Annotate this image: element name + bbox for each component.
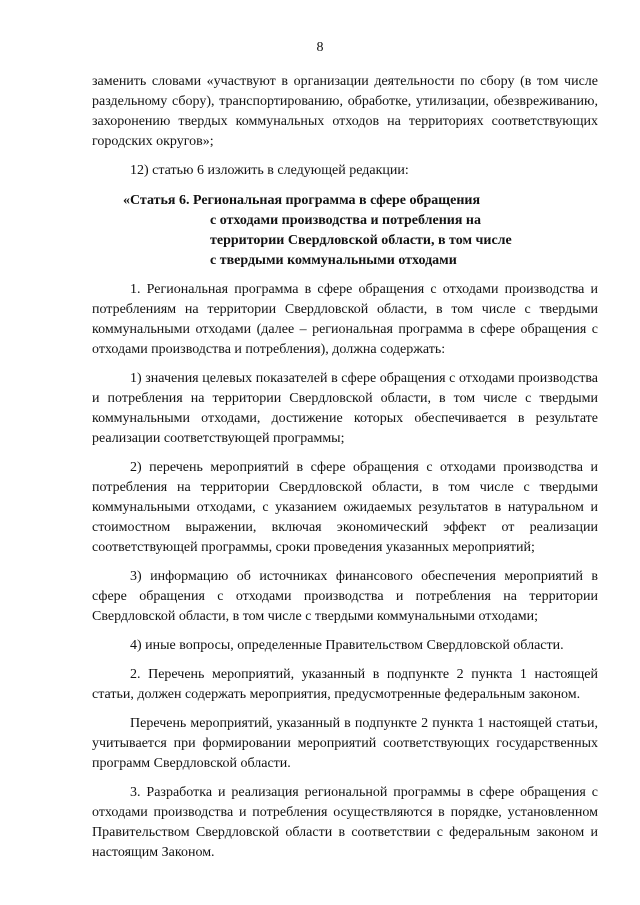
article-heading-line-4: с твердыми коммунальными отходами [210,253,457,268]
article-paragraph: 1. Региональная программа в сфере обращения с отходами производства и потреблениям на территории Свердловской области, в том числе с твердыми коммунальными отходами (далее – региональная программа в сфере обращения с отходами производства и потребления), должна содержать: [92,282,598,357]
article-paragraph: 2. Перечень мероприятий, указанный в подпункте 2 пункта 1 настоящей статьи, должен содержать мероприятия, предусмотренные федеральным законом. [92,667,598,702]
item-12-paragraph: 12) статью 6 изложить в следующей редакции: [130,163,409,178]
article-heading-line-1: «Статья 6. Региональная программа в сфере обращения [123,193,481,208]
article-heading-line-2: с отходами производства и потребления на [210,213,481,228]
article-heading [92,191,598,271]
article-paragraph: 2) перечень мероприятий в сфере обращения с отходами производства и потребления на территории Свердловской области, в том числе с твердыми коммунальными отходами, с указанием ожидаемых результатов в натуральном и стоимостном выражении, включая экономический эффект от реализации соответствующей программы, сроки проведения указанных мероприятий; [92,460,598,555]
article-paragraph: 4) иные вопросы, определенные Правительством Свердловской области. [130,638,564,653]
article-paragraph: 3. Разработка и реализация региональной программы в сфере обращения с отходами производства и потребления осуществляются в порядке, установленном Правительством Свердловской области в соответствии с федеральным законом и настоящим Законом. [92,785,598,860]
article-paragraph: 1) значения целевых показателей в сфере обращения с отходами производства и потребления на территории Свердловской области, в том числе с твердыми коммунальными отходами, достижение которых обеспечивается в результате реализации соответствующей программы; [92,371,598,446]
page-number: 8 [316,40,324,55]
article-paragraph: 3) информацию об источниках финансового обеспечения мероприятий в сфере обращения с отходами производства и потребления на территории Свердловской области, в том числе с твердыми коммунальными отходами; [92,569,598,624]
document-body [92,72,598,863]
article-heading-line-3: территории Свердловской области, в том числе [210,233,512,248]
article-paragraph: Перечень мероприятий, указанный в подпункте 2 пункта 1 настоящей статьи, учитывается при формировании мероприятий соответствующих государственных программ Свердловской области. [92,716,598,771]
continuation-paragraph: заменить словами «участвуют в организации деятельности по сбору (в том числе раздельному сбору), транспортированию, обработке, утилизации, обезвреживанию, захоронению твердых коммунальных отходов на территориях соответствующих городских округов»; [92,74,598,149]
